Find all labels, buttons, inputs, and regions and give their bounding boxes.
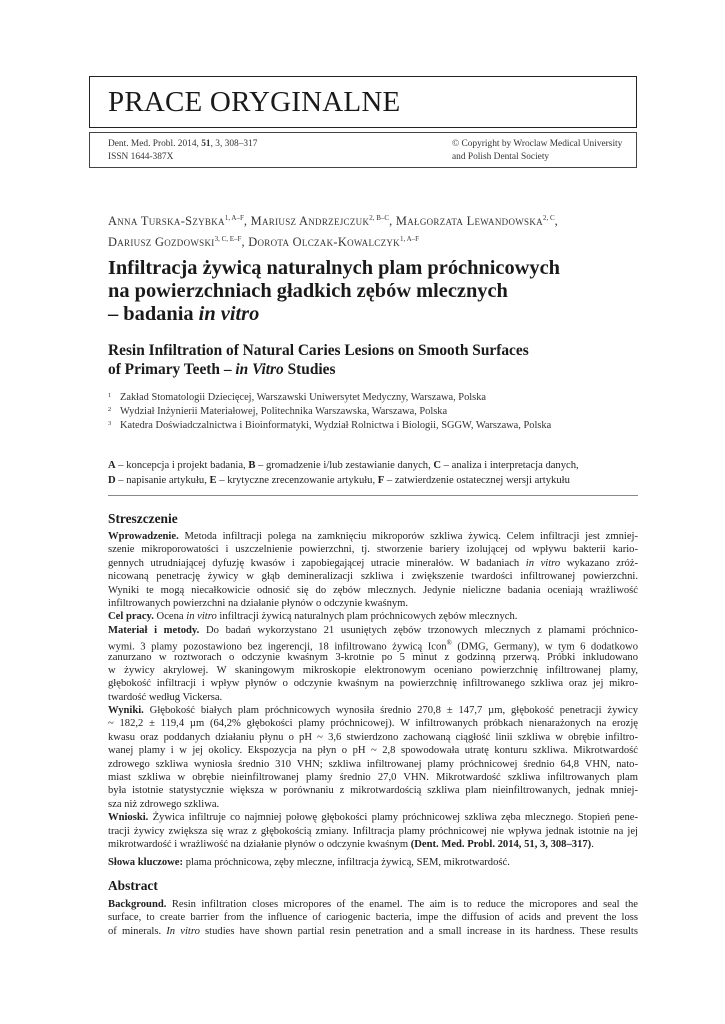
- title-en-line-2-suffix: Studies: [283, 361, 336, 378]
- text-line: [108, 637, 638, 653]
- author-name: Dariusz Gozdowski: [108, 235, 215, 250]
- affiliation-number: 3: [108, 420, 112, 427]
- intro-italic: in vitro: [525, 557, 561, 569]
- results-label: Wyniki.: [108, 705, 144, 717]
- text-line: głębokość infiltracji i wpływ płynów o odczynie kwaśnym na powierzchnię infiltrowanego szkliwa oraz jej mikro-: [108, 678, 638, 690]
- background-italic: In vitro: [166, 925, 200, 937]
- keywords-line: [108, 856, 638, 869]
- registered-mark: ®: [446, 639, 452, 648]
- text-line: infiltrowanych powierzchni na działanie płynów o odczynie kwaśnym.: [108, 597, 409, 609]
- text-line: była istotnie statystycznie większa w porównaniu z mikrotwardością szkliwa plam nieinfiltrowanych, jednak mniej-: [108, 785, 638, 797]
- background-text: of minerals.: [108, 925, 167, 937]
- citation-reference: (Dent. Med. Probl. 2014, 51, 3, 308–317): [410, 838, 592, 850]
- author-separator: ,: [389, 214, 396, 229]
- methods-label: Materiał i metody.: [108, 624, 200, 636]
- contribution-key: D: [108, 474, 116, 486]
- results-text: Głębokość białych plam próchnicowych wynosiła średnio 270,8 ± 147,7 µm, głębokość penetracji żywicy: [143, 705, 638, 717]
- conclusions-text: .: [591, 838, 594, 850]
- streszczenie-body: [108, 530, 638, 870]
- contribution-text: – koncepcja i projekt badania,: [115, 460, 249, 471]
- text-line: twardość według Vickersa.: [108, 691, 223, 703]
- title-pl-line-3-italic: in vitro: [198, 303, 260, 325]
- author-separator: ,: [243, 214, 251, 229]
- methods-text: Do badań wykorzystano 21 usuniętych zębów trzonowych mlecznych z plamami próchnico-: [199, 624, 638, 636]
- author-name: Anna Turska-Szybka: [108, 214, 225, 229]
- contribution-line-1: [108, 459, 638, 474]
- streszczenie-heading: Streszczenie: [108, 511, 178, 526]
- author-line-1: [108, 209, 638, 230]
- keywords-label: Słowa kluczowe:: [108, 857, 184, 869]
- methods-text: (DMG, Germany), w tym 6 dodatkowo: [451, 641, 638, 653]
- contribution-text: – krytyczne zrecenzowanie artykułu,: [216, 474, 378, 486]
- copyright-notice: [452, 138, 622, 164]
- affiliation-text: Zakład Stomatologii Dziecięcej, Warszawski Uniwersytet Medyczny, Warszawa, Polska: [120, 392, 487, 403]
- contribution-text: – napisanie artykułu,: [115, 474, 210, 486]
- contribution-legend: [108, 459, 638, 488]
- text-line: [108, 838, 638, 851]
- author-list: [108, 209, 638, 251]
- text-line: [108, 898, 638, 911]
- intro-text: wykazano zróż-: [560, 557, 639, 569]
- author-name: Małgorzata Lewandowska: [395, 214, 543, 229]
- divider: [108, 495, 638, 496]
- author-separator: ,: [241, 235, 249, 250]
- author-line-2: [108, 230, 638, 251]
- author-contribution: 1, A–F: [399, 235, 420, 244]
- contribution-key: B: [248, 460, 256, 471]
- text-line: [108, 530, 638, 543]
- contribution-key: A: [108, 460, 116, 471]
- text-line: szenie mikroporowatości i uszczelnienie powierzchni, tj. stworzenie bariery izolującej od wpływu bakterii kario-: [108, 544, 638, 556]
- text-line: [108, 610, 638, 623]
- section-title: PRACE ORYGINALNE: [108, 86, 401, 118]
- text-line: zanurzano w roztworach o odczynie kwaśnym 3-krotnie po 5 minut z godzinną przerwą. Próbki inkludowano: [108, 651, 638, 663]
- text-line: miast szkliwa w obrębie nieinfiltrowanej plamy średnio 27,0 VHN. Mikrotwardość szkliwa infiltrowanych plam: [108, 772, 638, 784]
- title-en-line-1: Resin Infiltration of Natural Caries Lesions on Smooth Surfaces: [108, 342, 529, 359]
- title-en-line-2-italic: in Vitro: [235, 361, 284, 378]
- title-pl-line-3-prefix: – badania: [108, 303, 199, 325]
- text-line: ~ 182,2 ± 119,4 µm (64,2% głębokości plamy próchnicowej). W infiltrowanych próbkach nienarażonych na erozję: [108, 718, 638, 730]
- text-line: [108, 557, 638, 570]
- text-line: [108, 624, 638, 637]
- methods-text: wymi. 3 plamy pozostawiono bez ingerencji, 18 infiltrowano żywicą Icon: [108, 641, 447, 653]
- title-pl-line-3: [108, 303, 638, 326]
- conclusions-text: mikrotwardość i wrażliwość na działanie płynów o odczynie kwaśnym: [108, 838, 411, 850]
- aim-label: Cel pracy.: [108, 611, 154, 623]
- affiliation-number: 2: [108, 406, 112, 413]
- background-text: Resin infiltration closes micropores of the enamel. The aim is to reduce the micropores and seal the: [166, 899, 638, 910]
- background-label: Background.: [108, 899, 167, 910]
- contribution-text: – zatwierdzenie ostatecznej wersji artykułu: [384, 474, 570, 486]
- text-line: kwasu oraz poddanych działaniu płynu o pH ~ 3,6 stwierdzono zachowaną ciągłość linii szkliwa w obrębie infiltro-: [108, 731, 638, 743]
- abstract-heading: Abstract: [108, 878, 158, 893]
- title-pl-line-1: Infiltracja żywicą naturalnych plam próchnicowych: [108, 257, 560, 279]
- author-contribution: 2, B–C: [369, 214, 390, 222]
- text-line: wanej plamy i w jej okolicy. Ekspozycja na płyn o pH ~ 2,8 spowodowała utratę konturu szkliwa. Mikrotwardość: [108, 745, 638, 757]
- citation-line: Dent. Med. Probl. 2014, 51, 3, 308–317: [108, 139, 258, 149]
- text-line: [108, 704, 638, 717]
- intro-label: Wprowadzenie.: [108, 531, 179, 542]
- issn-line: ISSN 1644-387X: [108, 152, 174, 162]
- conclusions-label: Wnioski.: [108, 812, 149, 824]
- text-line: sza niż zdrowego szkliwa.: [108, 798, 220, 810]
- aim-text: infiltracji żywicą naturalnych plam próchnicowych zębów mlecznych.: [216, 611, 518, 623]
- author-separator: ,: [554, 214, 559, 229]
- article-title-english: [108, 341, 638, 379]
- text-line: surface, to create barrier from the influence of cariogenic bacteria, impe the diffusion of acids and prevent the loss: [108, 912, 638, 924]
- journal-citation: [108, 138, 257, 164]
- contribution-key: C: [433, 460, 442, 471]
- aim-text: Ocena: [153, 611, 187, 623]
- author-contribution: 1, A–F: [224, 214, 244, 222]
- author-contribution: 2, C: [542, 214, 555, 222]
- journal-meta-box: [89, 132, 637, 168]
- contribution-text: – analiza i interpretacja danych,: [441, 460, 579, 471]
- contribution-key: F: [377, 474, 385, 486]
- affiliation-text: Katedra Doświadczalnictwa i Bioinformatyki, Wydział Rolnictwa i Biologii, SGGW, Warszawa, Polska: [120, 420, 552, 431]
- intro-text: Metoda infiltracji polega na zamknięciu mikroporów szkliwa żywicą. Celem infiltracji jest zmniej-: [178, 531, 638, 542]
- intro-text: gennych utrudniającej dyfuzję kwasów i zapobiegającej utracie minerałów. W badaniach: [108, 557, 526, 569]
- title-en-line-2-prefix: of Primary Teeth –: [108, 361, 236, 378]
- affiliation-text: Wydział Inżynierii Materiałowej, Politechnika Warszawska, Warszawa, Polska: [120, 406, 448, 417]
- section-header-box: [89, 76, 637, 128]
- text-line: [108, 925, 638, 938]
- volume-number: 51: [201, 139, 211, 149]
- text-line: w żywicy akrylowej. W skaningowym mikroskopie elektronowym oceniano powierzchnię infiltrowanej plamy,: [108, 664, 638, 676]
- title-pl-line-2: na powierzchniach gładkich zębów mlecznych: [108, 280, 508, 302]
- author-contribution: 3, C, E–F: [214, 235, 242, 244]
- aim-italic: in vitro: [186, 611, 217, 623]
- background-text: studies have shown partial resin penetration and a small increase in its hardness. These results: [199, 925, 638, 937]
- text-line: [108, 811, 638, 824]
- article-title-polish: [108, 257, 638, 326]
- author-name: Dorota Olczak-Kowalczyk: [248, 235, 400, 250]
- conclusions-text: Żywica infiltruje co najmniej połowę głębokości plamy próchnicowej szkliwa zęba mlecznego. Stopień pene-: [148, 812, 638, 824]
- text-line: nicowaną penetrację żywicy w głąb demineralizacji szkliwa i zwiększenie twardości infiltrowanej powierzchni.: [108, 571, 638, 583]
- contribution-line-2: [108, 474, 638, 489]
- title-en-line-2: [108, 360, 638, 379]
- author-name: Mariusz Andrzejczuk: [250, 214, 370, 229]
- abstract-body: [108, 898, 638, 938]
- text-line: Wyniki te mogą niecałkowicie odnosić się do zębów mlecznych. Jedynie nieliczne badania oceniają wrażliwość: [108, 584, 638, 596]
- contribution-key: E: [209, 474, 217, 486]
- text-line: zdrowego szkliwa wyniosła średnio 310 VHN; szkliwa infiltrowanej plamy próchnicowej średnio 64,8 VHN, nato-: [108, 758, 638, 770]
- copyright-line-1: © Copyright by Wroclaw Medical University: [452, 139, 623, 149]
- keywords-text: plama próchnicowa, zęby mleczne, infiltracja żywicą, SEM, mikrotwardość.: [183, 857, 510, 869]
- text-line: tracji żywicy zwiększa się wraz z głębokością zmiany. Infiltracja plamy próchnicowej nie wpływa jednak istotnie na jej: [108, 825, 638, 837]
- copyright-line-2: and Polish Dental Society: [452, 152, 550, 162]
- contribution-text: – gromadzenie i/lub zestawianie danych,: [255, 460, 434, 471]
- affiliation-number: 1: [108, 392, 112, 399]
